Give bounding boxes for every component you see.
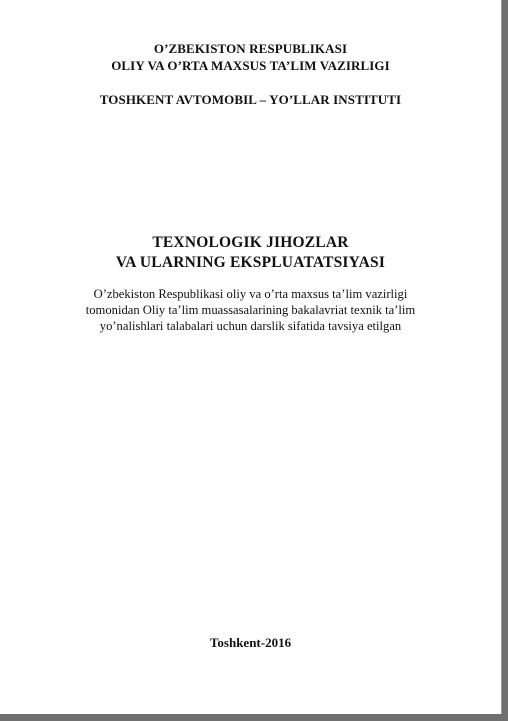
approval-text-line-3: yo’nalishlari talabalari uchun darslik sifatida tavsiya etilgan [99,319,402,333]
city-year: Toshkent-2016 [209,635,292,650]
approval-text-line-1: O’zbekiston Respublikasi oliy va o’rta maxsus ta’lim vazirligi [93,287,408,301]
ministry-name-line: OLIY VA O’RTA MAXSUS TA’LIM VAZIRLIGI [111,58,390,73]
institute-name: TOSHKENT AVTOMOBIL – YO’LLAR INSTITUTI [99,92,402,107]
book-title-line-2: VA ULARNING EKSPLUATATSIYASI [115,254,386,271]
page-shadow-right [501,0,508,721]
page-edge-highlight [501,0,502,715]
page-shadow-bottom [0,714,508,721]
ministry-country-line: O’ZBEKISTON RESPUBLIKASI [153,41,348,56]
approval-text-line-2: tomonidan Oliy ta’lim muassasalarining bakalavriat texnik ta’lim [85,303,416,317]
book-title-line-1: TEXNOLOGIK JIHOZLAR [152,234,349,251]
